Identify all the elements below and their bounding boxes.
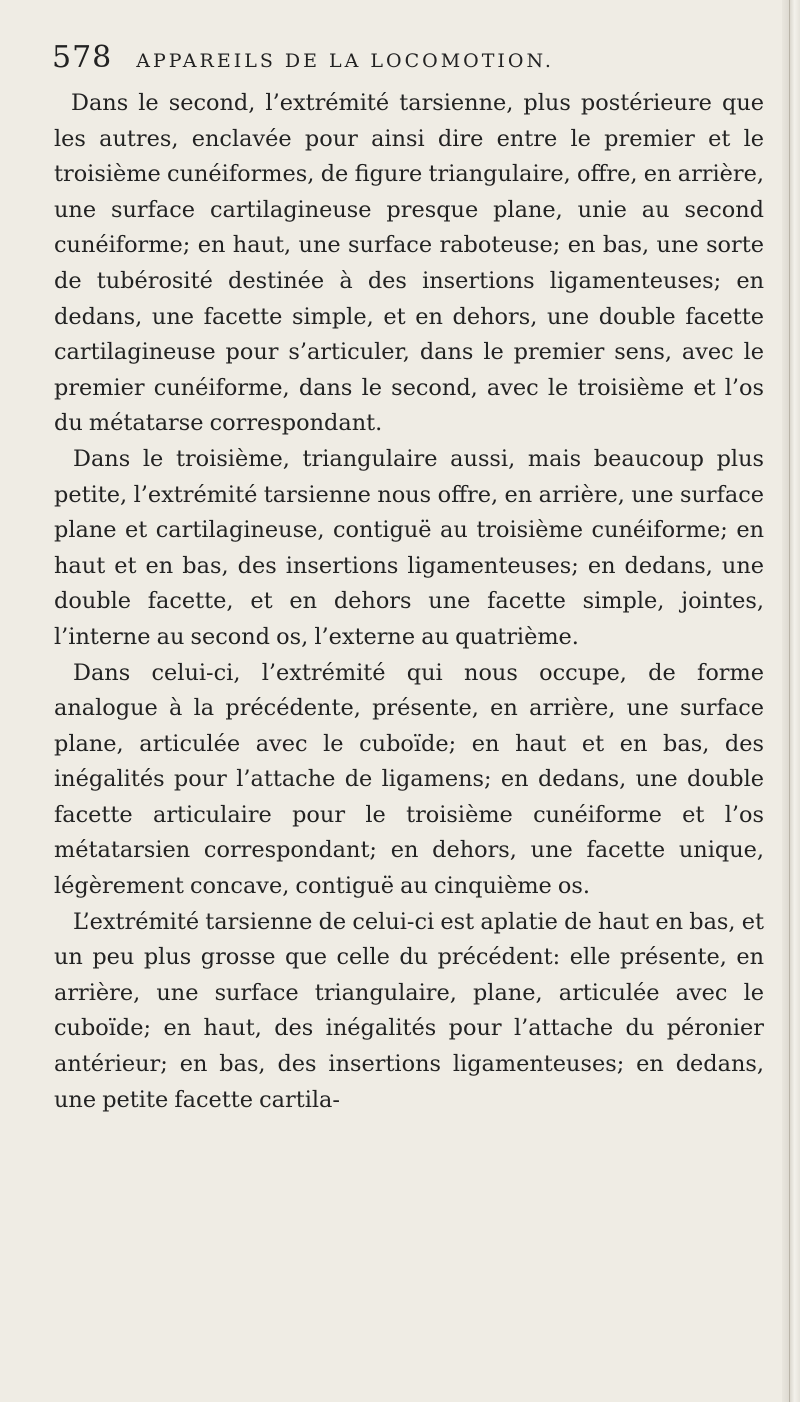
paragraph-fourth-metatarsal: Dans celui-ci, l’extrémité qui nous occupe, de forme analogue à la précédente, présente, en arrière, une surface plane, articulée avec le cuboïde; en haut et en bas, des inégalités pour l’attache de ligamens; en dedans, une double facette articulaire pour le troisième cunéiforme et l’os métatarsien correspondant; en dehors, une facette unique, légèrement concave, contiguë au cinquième os. xyxy=(54,659,764,900)
paragraph-second-metatarsal: Dans le second, l’extrémité tarsienne, plus postérieure que les autres, enclavée pour ainsi dire entre le premier et le troisième cunéiformes, de figure triangulaire, offre, en arrière, une surface cartilagineuse presque plane, unie au second cunéiforme; en haut, une surface raboteuse; en bas, une sorte de tubérosité destinée à des insertions ligamenteuses; en dedans, une facette simple, et en dehors, une double facette cartilagineuse pour s’articuler, dans le premier sens, avec le premier cunéiforme, dans le second, avec le troisième et l’os du métatarse correspondant. xyxy=(54,90,764,437)
body-text xyxy=(54,86,764,1118)
page-edge-line xyxy=(789,0,790,1402)
running-head xyxy=(52,40,772,86)
book-page xyxy=(20,40,772,1118)
paragraph-fifth-metatarsal: L’extrémité tarsienne de celui-ci est aplatie de haut en bas, et un peu plus grosse que celle du précédent: elle présente, en arrière, une surface triangulaire, plane, articulée avec le cuboïde; en haut, des inégalités pour l’attache du péronier antérieur; en bas, des insertions ligamenteuses; en dedans, une petite facette cartila- xyxy=(54,908,764,1113)
running-head-title: APPAREILS DE LA LOCOMOTION. xyxy=(136,50,554,72)
paragraph-third-metatarsal: Dans le troisième, triangulaire aussi, mais beaucoup plus petite, l’extrémité tarsienne nous offre, en arrière, une surface plane et cartilagineuse, contiguë au troisième cunéiforme; en haut et en bas, des insertions ligamenteuses; en dedans, une double facette, et en dehors une facette simple, jointes, l’interne au second os, l’externe au quatrième. xyxy=(54,445,764,650)
page-number: 578 xyxy=(52,40,113,75)
page-edge xyxy=(782,0,800,1402)
